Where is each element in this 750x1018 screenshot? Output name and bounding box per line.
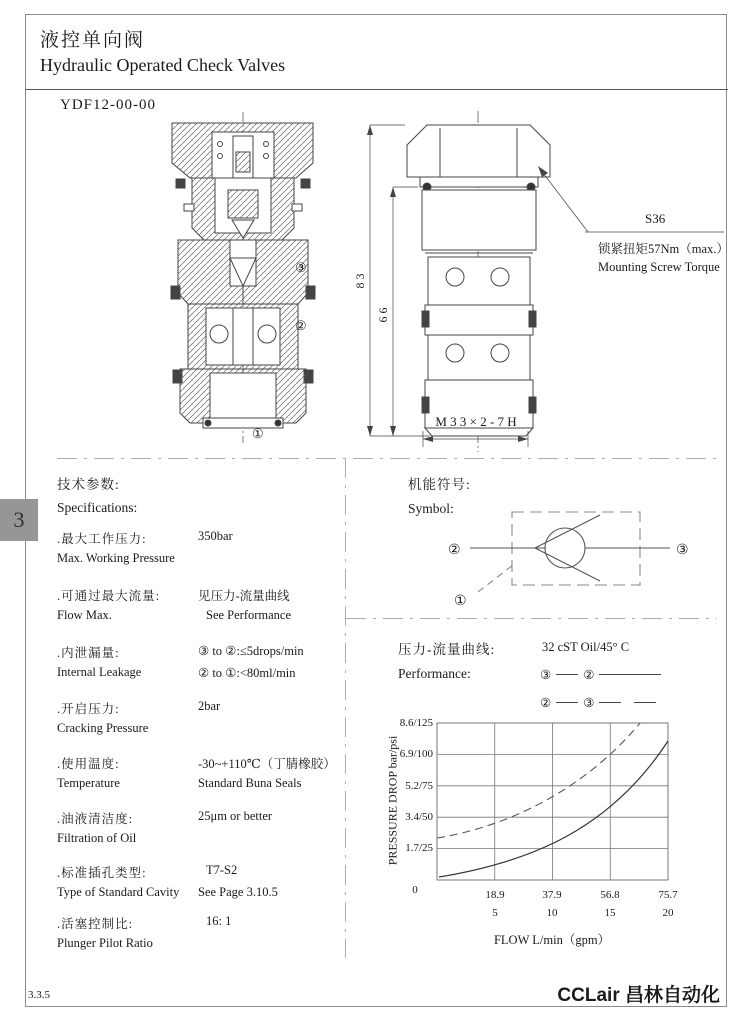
spec-value-en: See Performance — [206, 608, 292, 622]
performance-heading-zh: 压力-流量曲线: — [398, 642, 496, 657]
xtick-gpm-10: 10 — [546, 907, 558, 919]
legend-to: ② — [583, 668, 595, 682]
ytick-8.6: 8.6/125 — [399, 717, 433, 729]
spec-value-en: ② to ①:<80ml/min — [198, 666, 296, 680]
symbol-port2: ② — [448, 543, 461, 558]
spec-label-en: Filtration of Oil — [57, 831, 137, 845]
ytick-6.9: 6.9/100 — [399, 748, 433, 760]
symbol-port3: ③ — [676, 543, 689, 558]
torque-en: Mounting Screw Torque — [598, 260, 720, 274]
spec-row — [57, 643, 357, 687]
curve-dashed-2-to-3 — [437, 723, 640, 838]
model-number: YDF12-00-00 — [60, 97, 156, 113]
legend-from: ② — [540, 696, 552, 710]
spec-label-zh: .标准插孔类型: — [57, 866, 147, 880]
chapter-tab: 3 — [0, 499, 38, 541]
xtick-lmin-18.9: 18.9 — [485, 889, 505, 901]
x-axis-title: FLOW L/min（gpm） — [493, 933, 611, 947]
port2-label: ② — [295, 318, 307, 333]
xtick-gpm-5: 5 — [492, 907, 498, 919]
spec-label-en: Flow Max. — [57, 608, 112, 622]
ytick-1.7: 1.7/25 — [405, 842, 433, 854]
legend-from: ③ — [540, 668, 552, 682]
cross-section-drawing — [140, 108, 355, 448]
page-title-zh: 液控单向阀 — [40, 30, 146, 51]
legend-solid-line — [599, 674, 661, 675]
spec-label-en: Plunger Pilot Ratio — [57, 936, 153, 950]
spec-label-en: Internal Leakage — [57, 665, 142, 679]
spec-label-zh: .内泄漏量: — [57, 646, 120, 660]
xtick-lmin-75.7: 75.7 — [658, 889, 678, 901]
spec-label-zh: .可通过最大流量: — [57, 589, 161, 603]
spec-value: 350bar — [198, 529, 233, 543]
spec-row — [57, 863, 357, 907]
page-number: 3.3.5 — [28, 989, 50, 1001]
oil-spec: 32 cST Oil/45° C — [542, 640, 630, 654]
specs-heading-en: Specifications: — [57, 500, 138, 515]
header-divider — [25, 89, 728, 90]
xtick-lmin-37.9: 37.9 — [542, 889, 562, 901]
legend-connector-line — [556, 674, 578, 675]
performance-chart — [370, 715, 690, 890]
spec-value-en: See Page 3.10.5 — [198, 885, 278, 899]
legend-solid — [540, 667, 666, 683]
spec-label-en: Cracking Pressure — [57, 721, 149, 735]
torque-zh: 锁紧扭矩57Nm（max.） — [598, 242, 729, 256]
symbol-port1: ① — [454, 594, 467, 609]
spec-value: T7-S2 — [206, 863, 238, 877]
spec-row — [57, 754, 357, 798]
legend-dash-1 — [599, 702, 621, 703]
thread-spec: M 3 3 × 2 - 7 H — [435, 414, 517, 429]
y-axis-title: PRESSURE DROP bar/psi — [385, 735, 400, 866]
spec-row — [57, 699, 357, 743]
spec-value: 25μm or better — [198, 809, 273, 823]
port3-label: ③ — [295, 260, 307, 275]
dim-inner-height: 6 6 — [376, 307, 390, 323]
spec-row — [57, 809, 357, 853]
ytick-5.2: 5.2/75 — [405, 780, 433, 792]
spec-value: 见压力-流量曲线 — [198, 589, 290, 603]
spec-value: 16: 1 — [206, 914, 232, 928]
symbol-heading-zh: 机能符号: — [408, 477, 471, 492]
external-view-drawing — [350, 105, 735, 455]
symbol-heading-en: Symbol: — [408, 501, 454, 516]
legend-dash-2 — [634, 702, 656, 703]
xtick-gpm-15: 15 — [604, 907, 616, 919]
spec-label-en: Max. Working Pressure — [57, 551, 175, 565]
curve-solid-3-to-2 — [439, 741, 668, 877]
xtick-gpm-20: 20 — [662, 907, 674, 919]
spec-value: ③ to ②:≤5drops/min — [198, 644, 304, 658]
xtick-lmin-56.8: 56.8 — [600, 889, 620, 901]
origin-label: 0 — [412, 884, 418, 896]
port1-label: ① — [252, 426, 264, 441]
performance-heading-en: Performance: — [398, 666, 471, 681]
spec-label-zh: .使用温度: — [57, 757, 120, 771]
spec-label-en: Temperature — [57, 776, 120, 790]
dim-outer-height: 8 3 — [353, 273, 367, 289]
section-divider-top — [57, 458, 717, 459]
spec-value: 2bar — [198, 699, 221, 713]
legend-dashed — [540, 695, 661, 711]
spec-row — [57, 529, 357, 573]
specs-heading-zh: 技术参数: — [57, 477, 120, 492]
spec-value-en: Standard Buna Seals — [198, 776, 302, 790]
spec-label-zh: .活塞控制比: — [57, 917, 134, 931]
legend-connector-line — [556, 702, 578, 703]
ytick-3.4: 3.4/50 — [405, 811, 433, 823]
brand-logo-text: CCLair 昌林自动化 — [557, 985, 720, 1006]
spec-label-zh: .开启压力: — [57, 702, 120, 716]
spec-row — [57, 586, 357, 630]
spec-label-en: Type of Standard Cavity — [57, 885, 180, 899]
spec-label-zh: .最大工作压力: — [57, 532, 147, 546]
hex-size-label: S36 — [645, 211, 666, 226]
legend-to: ③ — [583, 696, 595, 710]
hydraulic-symbol — [400, 495, 740, 625]
spec-label-zh: .油液清洁度: — [57, 812, 134, 826]
spec-value: -30~+110℃（丁腈橡胶） — [198, 757, 336, 771]
page-title-en: Hydraulic Operated Check Valves — [40, 55, 286, 75]
spec-row — [57, 914, 357, 958]
